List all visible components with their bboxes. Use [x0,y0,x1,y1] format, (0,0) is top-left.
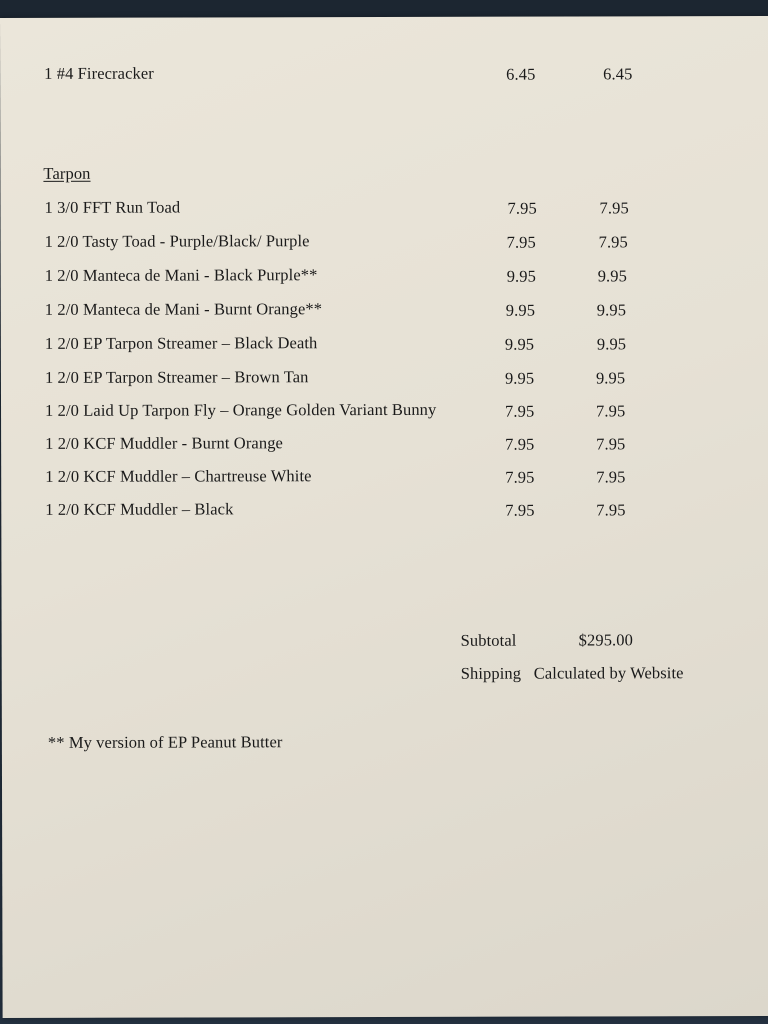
table-row-unit-price: 9.95 [506,266,536,286]
table-row-desc: 1 2/0 KCF Muddler - Burnt Orange [45,433,283,453]
table-row-unit-price: 7.95 [505,467,535,487]
table-row-desc: 1 2/0 Tasty Toad - Purple/Black/ Purple [44,231,310,251]
table-row-unit-price: 7.95 [507,198,537,218]
table-row-total-price: 9.95 [595,368,626,388]
table-row-total-price: 7.95 [596,467,626,487]
invoice-page [0,16,768,1018]
table-row-unit-price: 9.95 [504,368,535,388]
item-firecracker-desc: 1 #4 Firecracker [44,63,154,83]
table-row-total-price: 9.95 [596,300,627,320]
table-row-desc: 1 2/0 Manteca de Mani - Burnt Orange** [44,299,323,319]
table-row-total-price: 7.95 [596,434,626,454]
table-row-unit-price: 7.95 [505,434,535,454]
table-row-desc: 1 2/0 Manteca de Mani - Black Purple** [44,265,318,285]
table-row-unit-price: 7.95 [505,500,535,520]
subtotal-label: Subtotal [460,630,517,650]
table-row-desc: 1 2/0 EP Tarpon Streamer – Black Death [44,333,318,353]
shipping-value: Calculated by Website [533,663,684,683]
table-row-unit-price: 7.95 [506,232,536,252]
section-heading-tarpon: Tarpon [43,163,91,183]
footnote: ** My version of EP Peanut Butter [47,732,283,752]
table-row-unit-price: 7.95 [505,401,535,421]
table-row-desc: 1 2/0 KCF Muddler – Black [45,499,234,519]
table-row-unit-price: 9.95 [504,334,535,354]
table-row-desc: 1 3/0 FFT Run Toad [44,197,181,217]
table-row-total-price: 7.95 [596,401,626,421]
table-row-total-price: 9.95 [596,334,627,354]
table-row-desc: 1 2/0 Laid Up Tarpon Fly – Orange Golden Variant Bunny [45,399,437,420]
table-row-total-price: 9.95 [597,266,627,286]
table-row-total-price: 7.95 [598,232,628,252]
table-row-desc: 1 2/0 EP Tarpon Streamer – Brown Tan [44,367,309,387]
table-row-desc: 1 2/0 KCF Muddler – Chartreuse White [45,466,312,486]
table-row-total-price: 7.95 [599,198,629,218]
table-row-total-price: 7.95 [596,500,626,520]
item-firecracker-unit-price: 6.45 [506,64,536,84]
table-row-unit-price: 9.95 [505,300,536,320]
shipping-label: Shipping [460,663,522,683]
subtotal-value: $295.00 [578,630,633,650]
item-firecracker-total-price: 6.45 [603,64,633,84]
